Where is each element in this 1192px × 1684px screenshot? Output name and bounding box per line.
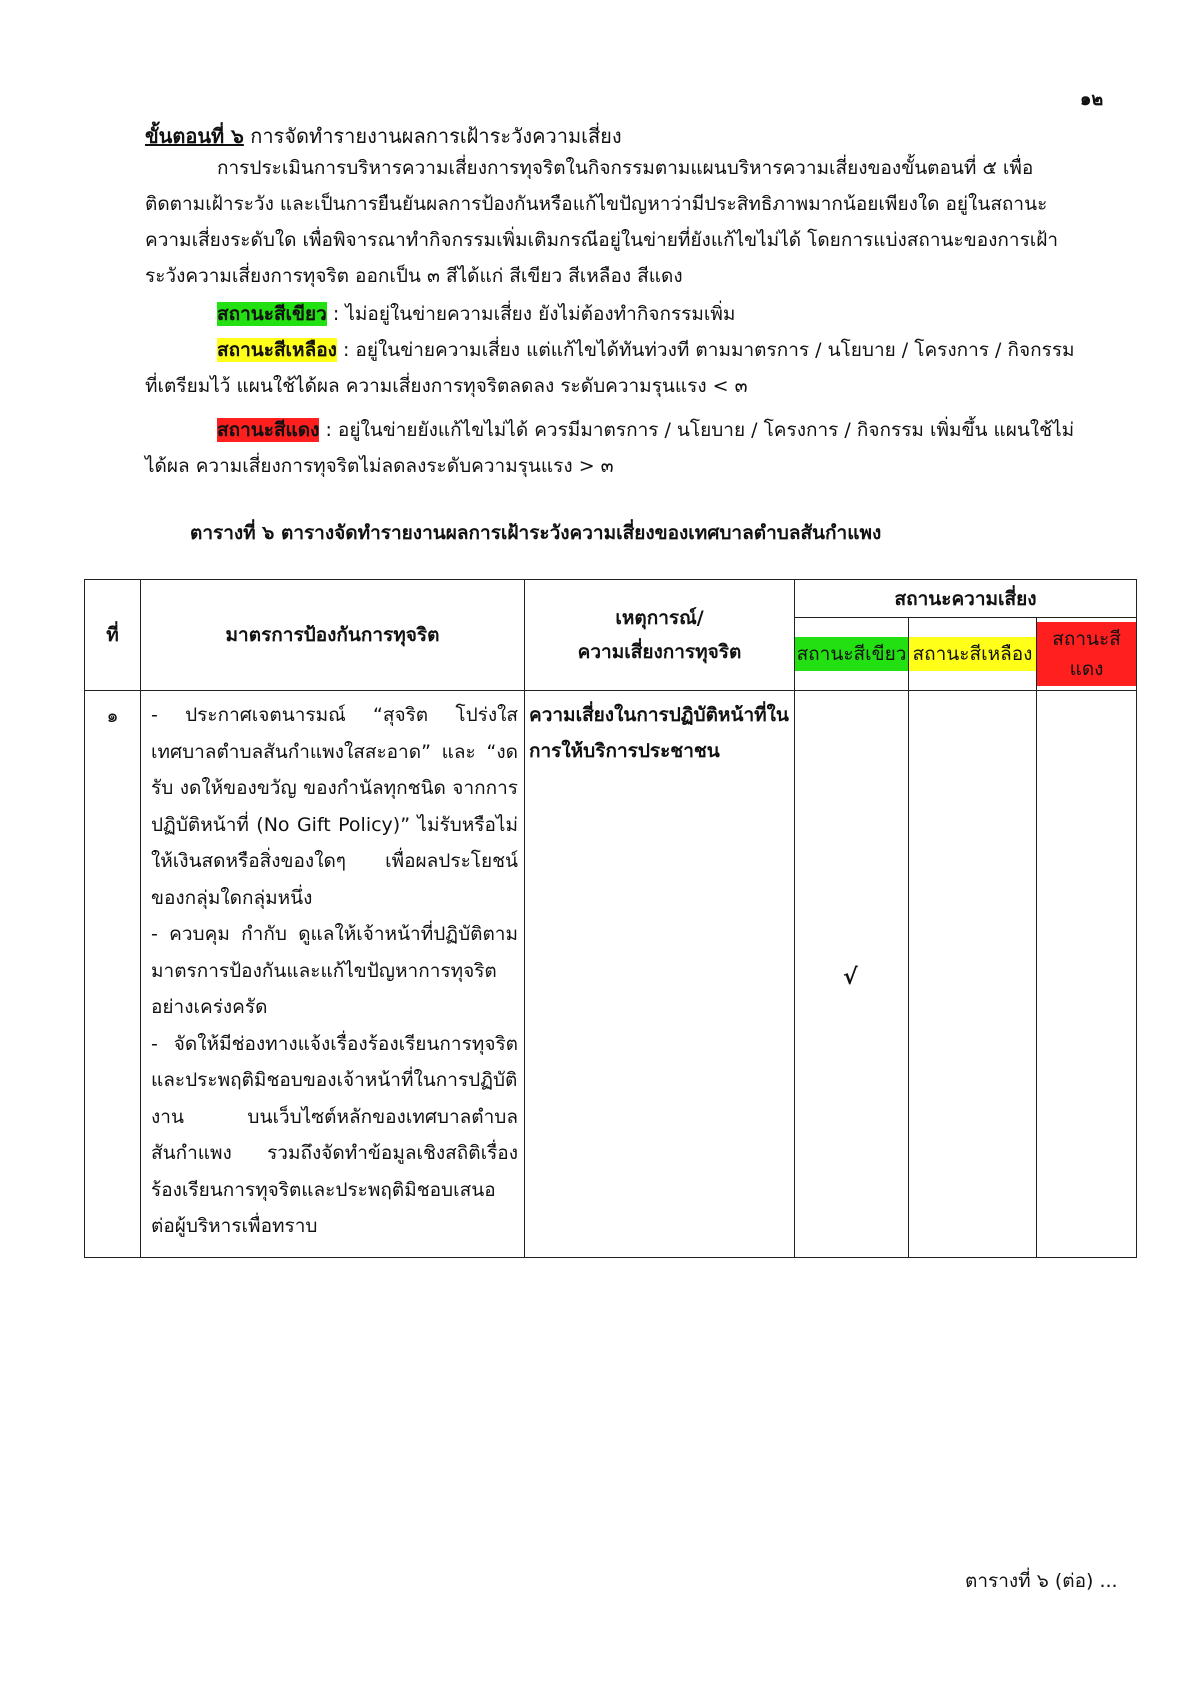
row-measures [141, 691, 525, 1258]
header-status-red-label: สถานะสีแดง [1037, 622, 1136, 686]
header-no: ที่ [85, 580, 141, 691]
header-status-yellow-label: สถานะสีเหลือง [909, 637, 1036, 671]
row-status-green [795, 691, 909, 1258]
header-event-line1: เหตุการณ์/ [615, 607, 704, 629]
header-status: สถานะความเสี่ยง [795, 580, 1137, 618]
header-status-green-label: สถานะสีเขียว [795, 637, 908, 671]
step-heading [145, 120, 622, 152]
status-red-text: : อยู่ในข่ายยังแก้ไขไม่ได้ ควรมีมาตรการ / นโยบาย / โครงการ / กิจกรรม เพิ่มขึ้น แผนใช้ไม่ได้ผล ความเสี่ยงการทุจริตไม่ลดลงระดับความรุนแรง > ๓ [145, 419, 1075, 477]
step-label: ขั้นตอนที่ ๖ [145, 124, 244, 148]
continued-note: ตารางที่ ๖ (ต่อ) ... [965, 1570, 1118, 1592]
status-yellow-text: : อยู่ในข่ายความเสี่ยง แต่แก้ไขได้ทันท่วงที ตามมาตรการ / นโยบาย / โครงการ / กิจกรรมที่เตรียมไว้ แผนใช้ได้ผล ความเสี่ยงการทุจริตลดลง ระดับความรุนแรง < ๓ [145, 339, 1075, 397]
table-header-row [85, 580, 1137, 618]
status-green-text: : ไม่อยู่ในข่ายความเสี่ยง ยังไม่ต้องทำกิจกรรมเพิ่ม [326, 303, 736, 325]
row-event: ความเสี่ยงในการปฏิบัติหน้าที่ในการให้บริการประชาชน [525, 691, 795, 1258]
risk-report-table [84, 579, 1137, 1258]
status-red-tag: สถานะสีแดง [217, 419, 320, 441]
step-paragraph: การประเมินการบริหารความเสี่ยงการทุจริตในกิจกรรมตามแผนบริหารความเสี่ยงของขั้นตอนที่ ๕ เพื่อติดตามเฝ้าระวัง และเป็นการยืนยันผลการป้องกันหรือแก้ไขปัญหาว่ามีประสิทธิภาพมากน้อยเพียงใด อยู่ในสถานะความเสี่ยงระดับใด เพื่อพิจารณาทำกิจกรรมเพิ่มเติมกรณีอยู่ในข่ายที่ยังแก้ไขไม่ได้ โดยการแบ่งสถานะของการเฝ้าระวังความเสี่ยงการทุจริต ออกเป็น ๓ สีได้แก่ สีเขียว สีเหลือง สีแดง [145, 157, 1059, 287]
measure-item: - จัดให้มีช่องทางแจ้งเรื่องร้องเรียนการทุจริตและประพฤติมิชอบของเจ้าหน้าที่ในการปฏิบัติงาน บนเว็บไซต์หลักของเทศบาลตำบลสันกำแพง รวมถึงจัดทำข้อมูลเชิงสถิติเรื่องร้องเรียนการทุจริตและประพฤติมิชอบเสนอต่อผู้บริหารเพื่อทราบ [151, 1032, 518, 1237]
row-no: ๑ [85, 691, 141, 1258]
page-number: ๑๒ [1080, 89, 1104, 110]
status-green-line [145, 296, 1075, 332]
header-measures: มาตรการป้องกันการทุจริต [141, 580, 525, 691]
header-status-green [795, 618, 909, 691]
measure-item: - ควบคุม กำกับ ดูแลให้เจ้าหน้าที่ปฏิบัติตามมาตรการป้องกันและแก้ไขปัญหาการทุจริตอย่างเคร่งครัด [151, 923, 518, 1018]
table-caption: ตารางที่ ๖ ตารางจัดทำรายงานผลการเฝ้าระวังความเสี่ยงของเทศบาลตำบลสันกำแพง [190, 522, 882, 544]
status-yellow-line [145, 332, 1075, 404]
step-title: การจัดทำรายงานผลการเฝ้าระวังความเสี่ยง [243, 124, 622, 148]
header-event-line2: ความเสี่ยงการทุจริต [577, 641, 742, 663]
check-mark-icon: √ [843, 965, 858, 990]
row-status-red [1037, 691, 1137, 1258]
header-status-red [1037, 618, 1137, 691]
header-status-yellow [909, 618, 1037, 691]
status-red-line [145, 412, 1075, 484]
status-yellow-tag: สถานะสีเหลือง [217, 339, 337, 361]
row-status-yellow [909, 691, 1037, 1258]
header-event [525, 580, 795, 691]
status-green-tag: สถานะสีเขียว [217, 303, 327, 325]
table-row [85, 691, 1137, 1258]
measure-item: - ประกาศเจตนารมณ์ “สุจริต โปร่งใส เทศบาลตำบลสันกำแพงใสสะอาด” และ “งดรับ งดให้ของขวัญ ของกำนัลทุกชนิด จากการปฏิบัติหน้าที่ (No Gift Policy)” ไม่รับหรือไม่ให้เงินสดหรือสิ่งของใดๆ เพื่อผลประโยชน์ของกลุ่มใดกลุ่มหนึ่ง [151, 704, 518, 909]
